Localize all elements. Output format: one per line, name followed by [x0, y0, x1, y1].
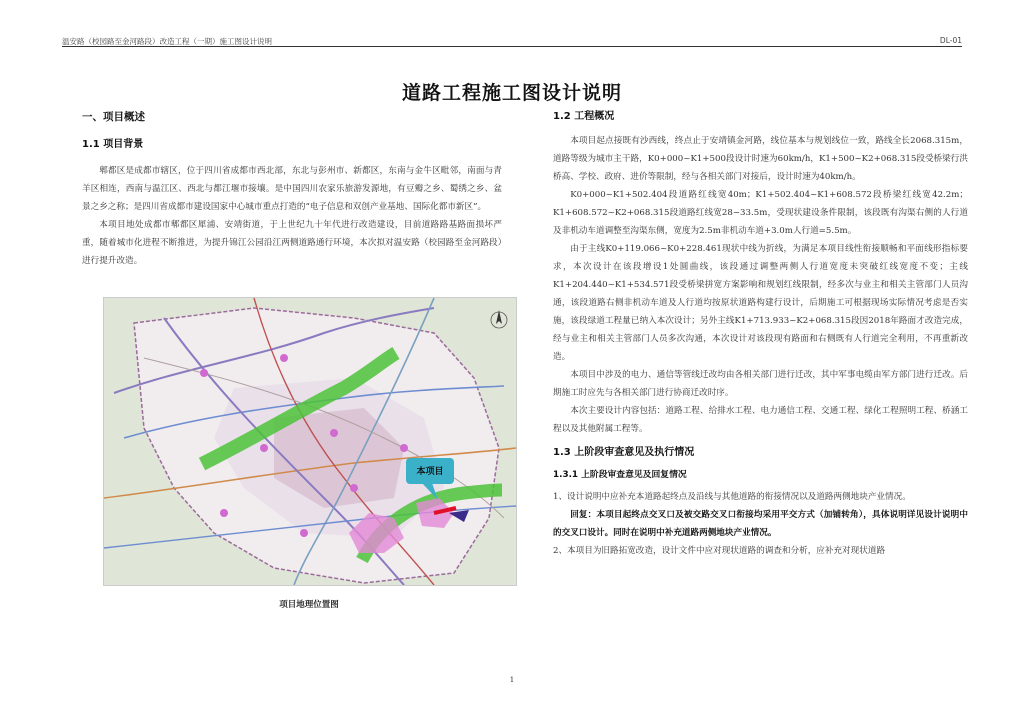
review-comment-1: 1、设计说明中应补充本道路起终点及沿线与其他道路的衔接情况以及道路两侧地块产业情况。 — [553, 492, 911, 502]
section-1-heading: 一、项目概述 — [82, 111, 145, 123]
header-doc-name: 温安路（校园路至金河路段）改造工程（一期）施工图设计说明 — [62, 37, 272, 46]
page-title: 道路工程施工图设计说明 — [401, 82, 622, 104]
background-paragraph-2: 本项目地处成都市郫都区犀浦、安靖街道，于上世纪九十年代进行改造建设，目前道路路基路面损坏严重，随着城市化进程不断推进，为提升锦江公园沿江两侧道路通行环境，本次拟对温安路（校园路至金河路段）进行提升改造。 — [82, 220, 502, 266]
left-column — [82, 108, 502, 270]
section-1-3-1-heading: 1.3.1 上阶段审查意见及回复情况 — [553, 470, 687, 480]
review-comment-2: 2、本项目为旧路拓宽改造，设计文件中应对现状道路的调查和分析，应补充对现状道路 — [553, 546, 886, 556]
overview-paragraph-2: K0+000~K1+502.404段道路红线宽40m；K1+502.404~K1+608.572段桥梁红线宽42.2m；K1+608.572~K2+068.315段道路红线宽28~33.5m，受现状建设条件限制，该段既有沟渠右侧的人行道及非机动车道调整至沟渠东侧，宽度为2.5m非机动车道+3.0m人行道=5.5m。 — [553, 190, 968, 236]
overview-paragraph-1: 本项目起点接既有沙西线，终点止于安靖镇金河路，线位基本与规划线位一致，路线全长2068.315m，道路等级为城市主干路，K0+000~K1+500段设计时速为60km/h，K1+500~K2+068.315段受桥梁行洪桥高、学校、政府、进价等限制，经与各相关部门对接后，设计时速为40km/h。 — [553, 136, 968, 182]
location-map — [103, 297, 517, 586]
background-paragraph-1: 郫都区是成都市辖区，位于四川省成都市西北部，东北与彭州市、新都区，东南与金牛区毗邻，南面与青羊区相连，西南与温江区、西北与都江堰市接壤。是中国四川农家乐旅游发源地，有豆瓣之乡、蜀绣之乡、盆景之乡之称；是四川省成都市建设国家中心城市重点打造的“电子信息和双创产业基地、国际化都市新区”。 — [82, 166, 502, 212]
overview-paragraph-4: 本项目中涉及的电力、通信等管线迁改均由各相关部门进行迁改，其中军事电缆由军方部门进行迁改。后期施工时应先与各相关部门进行协商迁改时序。 — [553, 370, 968, 398]
section-1-1-heading: 1.1 项目背景 — [82, 139, 144, 150]
page-number: 1 — [509, 676, 515, 684]
map-project-label: 本项目 — [416, 467, 444, 477]
section-1-2-heading: 1.2 工程概况 — [553, 111, 615, 122]
section-1-3-heading: 1.3 上阶段审查意见及执行情况 — [553, 447, 695, 458]
review-reply-1: 回复：本项目起终点交叉口及被交路交叉口衔接均采用平交方式（加铺转角），具体说明详见设计说明中的交叉口设计。同时在说明中补充道路两侧地块产业情况。 — [553, 510, 968, 538]
overview-paragraph-5: 本次主要设计内容包括：道路工程、给排水工程、电力通信工程、交通工程、绿化工程照明工程、桥涵工程以及其他附属工程等。 — [553, 406, 968, 434]
location-map-graphic — [104, 298, 516, 585]
right-column — [553, 108, 968, 560]
map-caption: 项目地理位置图 — [279, 600, 339, 610]
overview-paragraph-3: 由于主线K0+119.066~K0+228.461现状中线为折线，为满足本项目线性衔接顺畅和平面线形指标要求，本次设计在该段增设1处圆曲线，该段通过调整两侧人行道宽度未突破红线宽度不变；主线K1+204.440~K1+534.571段受桥梁拼宽方案影响和规划红线限制，经多次与业主和相关主管部门人员沟通，该段道路右侧非机动车道及人行道均按原状道路构建行设计，后期施工可根据现场实际情况考虑是否实施，该段绿道工程量已纳入本次设计；另外主线K1+713.933~K2+068.315段因2018年路面才改造完成，经与业主和相关主管部门人员多次沟通，本次设计对该段现有路面和右侧既有人行道完全利用，不再重新改造。 — [553, 244, 968, 362]
header-doc-code: DL-01 — [939, 36, 962, 45]
page-header — [62, 36, 962, 47]
